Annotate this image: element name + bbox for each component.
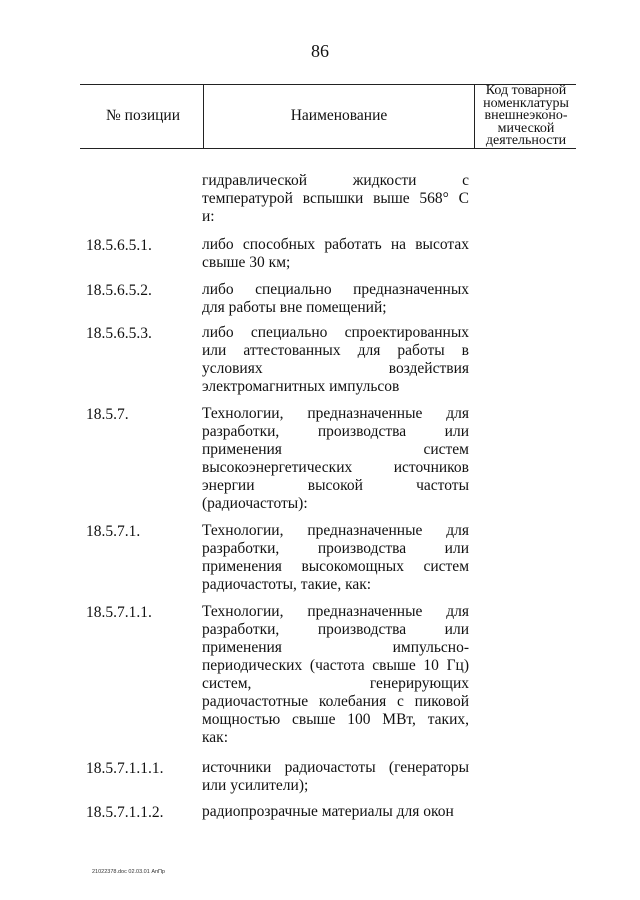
item-text (202, 522, 469, 594)
table-header-separator (474, 84, 475, 148)
item-text-line: радиочастотные колебания с пиковой (202, 693, 469, 710)
item-text-line: высокоэнергетических источников (202, 459, 469, 476)
item-text-line: мощностью свыше 100 МВт, таких, (202, 711, 469, 728)
item-text-line: разработки, производства или (202, 423, 469, 440)
item-text-line: энергии высокой частоты (202, 477, 469, 494)
item-text-line: либо способных работать на высотах (202, 236, 469, 253)
page-number: 86 (311, 41, 329, 61)
column-header-code-line: деятельности (485, 133, 567, 149)
item-text-line: Технологии, предназначенные для (202, 405, 469, 422)
item-text-line: применения высокомощных систем (202, 558, 469, 575)
item-text (202, 324, 469, 396)
column-header-code-line: мической (497, 120, 555, 136)
item-text-line: электромагнитных импульсов (202, 378, 400, 395)
item-number: 18.5.7. (86, 406, 129, 423)
item-number: 18.5.7.1.1. (86, 604, 152, 621)
column-header-name: Наименование (290, 107, 388, 124)
item-text-line: источники радиочастоты (генераторы (202, 759, 469, 776)
item-number: 18.5.6.5.2. (86, 282, 152, 299)
item-text-line: разработки, производства или (202, 621, 469, 638)
item-text (202, 172, 469, 226)
item-text-line: применения импульсно- (202, 639, 469, 656)
item-text-line: как: (202, 729, 229, 746)
item-text-line: свыше 30 км; (202, 254, 291, 271)
item-text-line: разработки, производства или (202, 540, 469, 557)
item-text-line: условиях воздействия (202, 360, 469, 377)
item-text-line: радиочастоты, такие, как: (202, 576, 372, 593)
item-text-line: (радиочастоты): (202, 495, 308, 512)
column-header-code-line: номенклатуры (483, 95, 569, 111)
item-number: 18.5.6.5.1. (86, 237, 152, 254)
item-text (202, 603, 469, 747)
item-text (202, 281, 469, 317)
item-text-line: либо специально предназначенных (202, 281, 469, 298)
item-text-line: применения систем (202, 441, 469, 458)
item-text-line: температурой вспышки выше 568° С (202, 190, 469, 207)
item-text-line: радиопрозрачные материалы для окон (202, 803, 454, 820)
item-text-line: Технологии, предназначенные для (202, 603, 469, 620)
column-header-code-line: Код товарной (485, 83, 567, 98)
item-number: 18.5.7.1. (86, 523, 141, 540)
item-text-line: и: (202, 208, 215, 225)
item-text-line: периодических (частота свыше 10 Гц) (202, 657, 469, 674)
column-header-code (476, 85, 576, 148)
item-number: 18.5.7.1.1.1. (86, 760, 164, 777)
item-text (202, 803, 469, 821)
item-text-line: Технологии, предназначенные для (202, 522, 469, 539)
table-header-bottom-rule (80, 148, 576, 149)
item-text-line: для работы вне помещений; (202, 299, 387, 316)
item-number: 18.5.7.1.1.2. (86, 804, 164, 821)
item-text-line: систем, генерирующих (202, 675, 469, 692)
column-header-position: № позиции (105, 107, 180, 124)
item-text-line: или аттестованных для работы в (202, 342, 469, 359)
item-text-line: либо специально спроектированных (202, 324, 469, 341)
item-number: 18.5.6.5.3. (86, 325, 152, 342)
item-text (202, 236, 469, 272)
item-text-line: или усилители); (202, 777, 309, 794)
column-header-code-line: внешнеэконо- (484, 108, 568, 124)
item-text-line: гидравлической жидкости с (202, 172, 469, 189)
document-footer-id: 21022378.doc 02.03.01 АпПр (92, 869, 165, 875)
item-text (202, 405, 469, 513)
item-text (202, 759, 469, 795)
